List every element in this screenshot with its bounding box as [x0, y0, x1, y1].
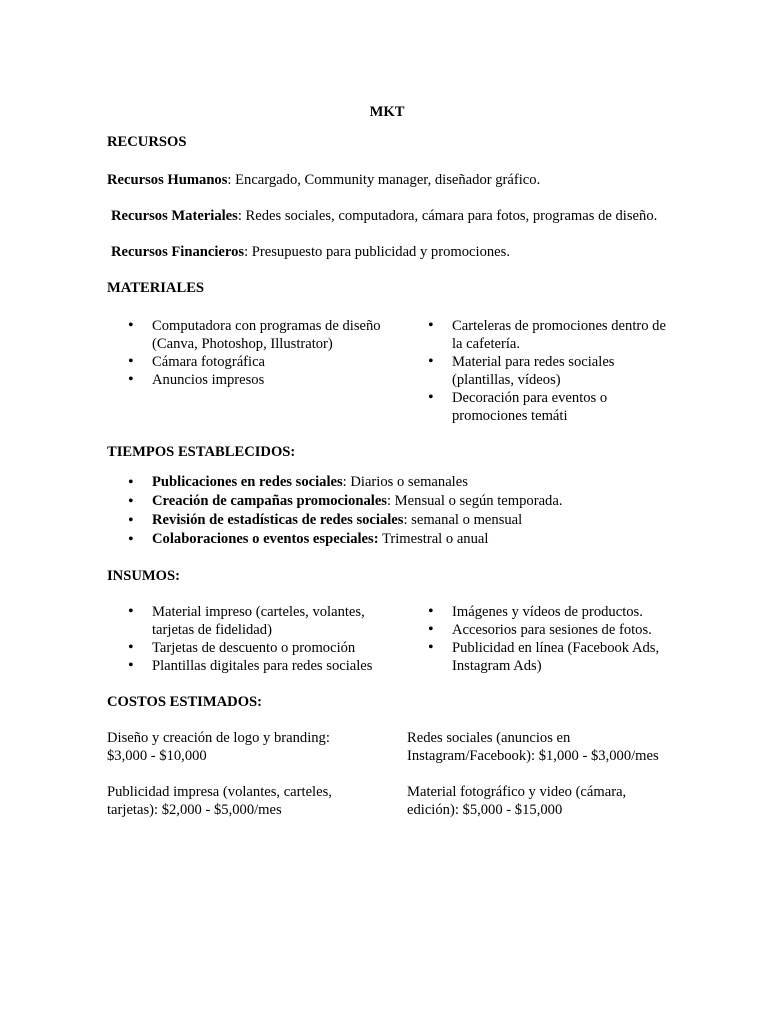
- document-title: MKT: [369, 104, 405, 120]
- list-item: • Cámara fotográfica: [107, 353, 407, 371]
- materiales-list-left: [107, 317, 407, 425]
- recursos-humanos-paragraph: [107, 171, 667, 189]
- cost-item: Diseño y creación de logo y branding: $3,000 - $10,000: [107, 730, 330, 764]
- tiempo-text: Trimestral o anual: [378, 531, 489, 547]
- tiempo-text: : Diarios o semanales: [342, 474, 468, 490]
- section-heading-costos: COSTOS ESTIMADOS:: [107, 694, 263, 710]
- tiempo-label: Revisión de estadísticas de redes sociales: [152, 512, 404, 528]
- insumos-columns: [107, 603, 667, 675]
- recursos-materiales-label: Recursos Materiales: [111, 208, 238, 224]
- tiempo-text: : semanal o mensual: [403, 512, 523, 528]
- recursos-financieros-text: : Presupuesto para publicidad y promociones.: [244, 244, 510, 260]
- list-item: [107, 473, 667, 492]
- tiempo-label: Publicaciones en redes sociales: [152, 474, 343, 490]
- list-item: • Publicidad en línea (Facebook Ads, Instagram Ads): [407, 639, 667, 675]
- list-item: • Carteleras de promociones dentro de la cafetería.: [407, 317, 667, 353]
- costos-col-left: [107, 729, 407, 819]
- list-item: • Imágenes y vídeos de productos.: [407, 603, 667, 621]
- section-heading-materiales: MATERIALES: [107, 280, 205, 296]
- document-page: [107, 103, 667, 819]
- list-item: [107, 511, 667, 530]
- list-item: [107, 492, 667, 511]
- recursos-financieros-label: Recursos Financieros: [111, 244, 245, 260]
- section-heading-tiempos: TIEMPOS ESTABLECIDOS:: [107, 444, 296, 460]
- recursos-materiales-paragraph: [107, 207, 667, 225]
- list-item: • Anuncios impresos: [107, 371, 407, 389]
- tiempo-text: : Mensual o según temporada.: [386, 493, 563, 509]
- insumos-list-right: [407, 603, 667, 675]
- list-item: • Computadora con programas de diseño (Canva, Photoshop, Illustrator): [107, 317, 407, 353]
- list-item: • Decoración para eventos o promociones temáti: [407, 389, 667, 425]
- tiempo-label: Colaboraciones o eventos especiales:: [152, 531, 379, 547]
- recursos-humanos-text: : Encargado, Community manager, diseñador gráfico.: [227, 172, 541, 188]
- cost-item: Material fotográfico y video (cámara, edición): $5,000 - $15,000: [407, 784, 627, 818]
- list-item: • Material para redes sociales (plantillas, vídeos): [407, 353, 667, 389]
- tiempos-list: [107, 473, 667, 549]
- tiempo-label: Creación de campañas promocionales: [152, 493, 387, 509]
- cost-item: Publicidad impresa (volantes, carteles, tarjetas): $2,000 - $5,000/mes: [107, 784, 332, 818]
- insumos-list-left: [107, 603, 407, 675]
- recursos-humanos-label: Recursos Humanos: [107, 172, 228, 188]
- list-item: • Accesorios para sesiones de fotos.: [407, 621, 667, 639]
- costos-col-right: [407, 729, 667, 819]
- section-heading-recursos: RECURSOS: [107, 134, 187, 150]
- recursos-financieros-paragraph: [107, 243, 667, 261]
- section-heading-insumos: INSUMOS:: [107, 568, 180, 584]
- materiales-list-right: [407, 317, 667, 425]
- cost-item: Redes sociales (anuncios en Instagram/Facebook): $1,000 - $3,000/mes: [407, 730, 659, 764]
- list-item: • Material impreso (carteles, volantes, tarjetas de fidelidad): [107, 603, 407, 639]
- costos-columns: [107, 729, 667, 819]
- list-item: • Plantillas digitales para redes sociales: [107, 657, 407, 675]
- recursos-materiales-text: : Redes sociales, computadora, cámara para fotos, programas de diseño.: [237, 208, 658, 224]
- list-item: • Tarjetas de descuento o promoción: [107, 639, 407, 657]
- list-item: [107, 530, 667, 549]
- materiales-columns: [107, 317, 667, 425]
